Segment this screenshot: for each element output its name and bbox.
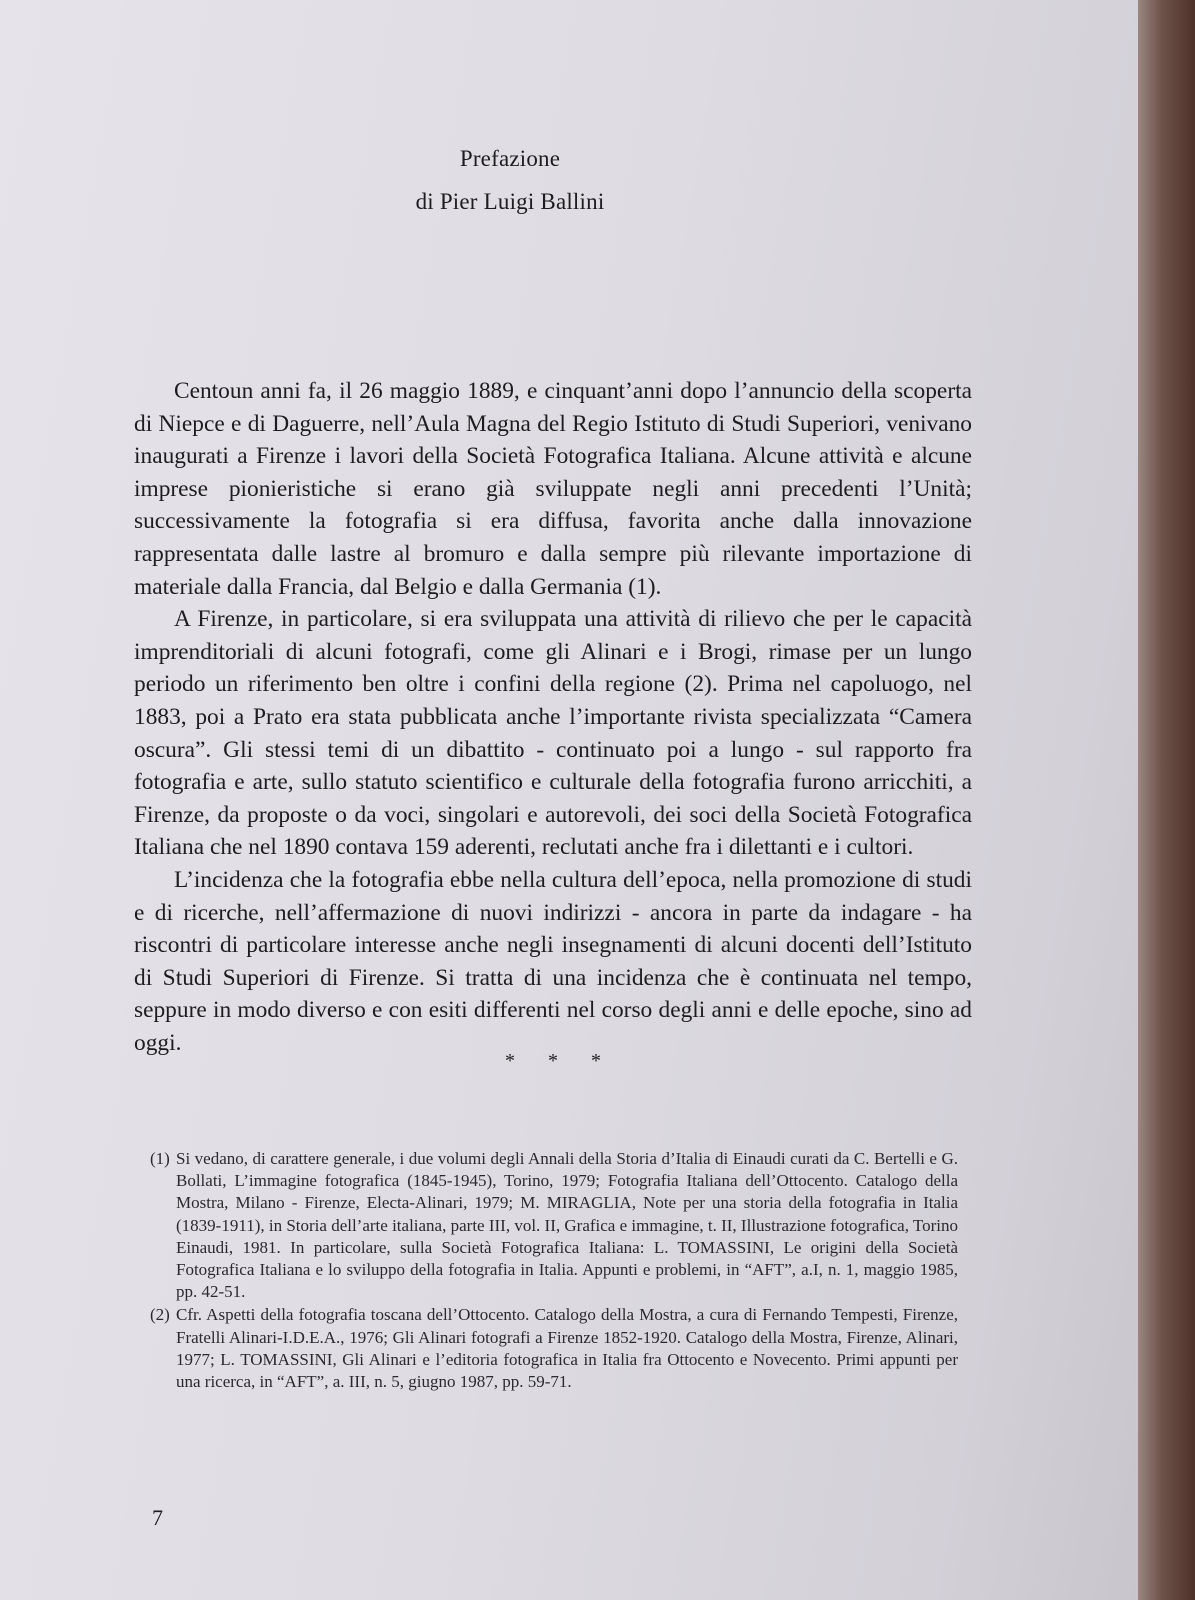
author-line: di Pier Luigi Ballini	[415, 189, 605, 214]
footnotes	[150, 1148, 958, 1394]
footnote	[150, 1148, 958, 1303]
book-binding-edge	[1138, 0, 1195, 1600]
footnote-text: Cfr. Aspetti della fotografia toscana dell’Ottocento. Catalogo della Mostra, a cura di Fernando Tempesti, Firenze, Fratelli Alinari-I.D.E.A., 1976; Gli Alinari fotografi a Firenze 1852-1920. Catalogo della Mostra, Firenze, Alinari, 1977; L. TOMASSINI, Gli Alinari e l’editoria fotografica in Italia fra Ottocento e Novecento. Primi appunti per una ricerca, in “AFT”, a. III, n. 5, giugno 1987, pp. 59-71.	[176, 1305, 958, 1392]
paragraph: A Firenze, in particolare, si era sviluppata una attività di rilievo che per le capacità imprenditoriali di alcuni fotografi, come gli Alinari e i Brogi, rimase per un lungo periodo un riferimento ben oltre i confini della regione (2). Prima nel capoluogo, nel 1883, poi a Prato era stata pubblicata anche l’importante rivista specializzata “Camera oscura”. Gli stessi temi di un dibattito - continuato poi a lungo - sul rapporto fra fotografia e arte, sullo statuto scientifico e culturale della fotografia furono arricchiti, a Firenze, da proposte o da voci, singolari e autorevoli, dei soci della Società Fotografica Italiana che nel 1890 contava 159 aderenti, reclutati anche fra i dilettanti e i cultori.	[134, 606, 972, 861]
footnote-number: (1)	[150, 1149, 170, 1168]
paragraph: Centoun anni fa, il 26 maggio 1889, e cinquant’anni dopo l’annuncio della scoperta di Niepce e di Daguerre, nell’Aula Magna del Regio Istituto di Studi Superiori, venivano inaugurati a Firenze i lavori della Società Fotografica Italiana. Alcune attività e alcune imprese pionieristiche si erano già sviluppate negli anni precedenti l’Unità; successivamente la fotografia si era diffusa, favorita anche dalla innovazione rappresentata dalle lastre al bromuro e dalla sempre più rilevante importazione di materiale dalla Francia, dal Belgio e dalla Germania (1).	[134, 378, 972, 600]
page-number: 7	[152, 1505, 163, 1530]
page-title: Prefazione	[459, 146, 561, 171]
footnote	[150, 1304, 958, 1393]
footnote-number: (2)	[150, 1305, 170, 1325]
paragraph: L’incidenza che la fotografia ebbe nella cultura dell’epoca, nella promozione di studi e di ricerche, nell’affermazione di nuovi indirizzi - ancora in parte da indagare - ha riscontri di particolare interesse anche negli insegnamenti di alcuni docenti dell’Istituto di Studi Superiori di Firenze. Si tratta di una incidenza che è continuata nel tempo, seppure in modo diverso e con esiti differenti nel corso degli anni e delle epoche, sino ad oggi.	[134, 866, 972, 1056]
footnote-text: Si vedano, di carattere generale, i due volumi degli Annali della Storia d’Italia di Einaudi curati da C. Bertelli e G. Bollati, L’immagine fotografica (1845-1945), Torino, 1979; Fotografia Italiana dell’Ottocento. Catalogo della Mostra, Milano - Firenze, Electa-Alinari, 1979; M. MIRAGLIA, Note per una storia della fotografia in Italia (1839-1911), in Storia dell’arte italiana, parte III, vol. II, Grafica e immagine, t. II, Illustrazione fotografica, Torino Einaudi, 1981. In particolare, sulla Società Fotografica Italiana: L. TOMASSINI, Le origini della Società Fotografica Italiana e lo sviluppo della fotografia in Italia. Appunti e problemi, in “AFT”, a.I, n. 1, maggio 1985, pp. 42-51.	[176, 1149, 958, 1302]
section-separator: * * *	[505, 1050, 615, 1072]
body-text	[134, 375, 972, 1059]
